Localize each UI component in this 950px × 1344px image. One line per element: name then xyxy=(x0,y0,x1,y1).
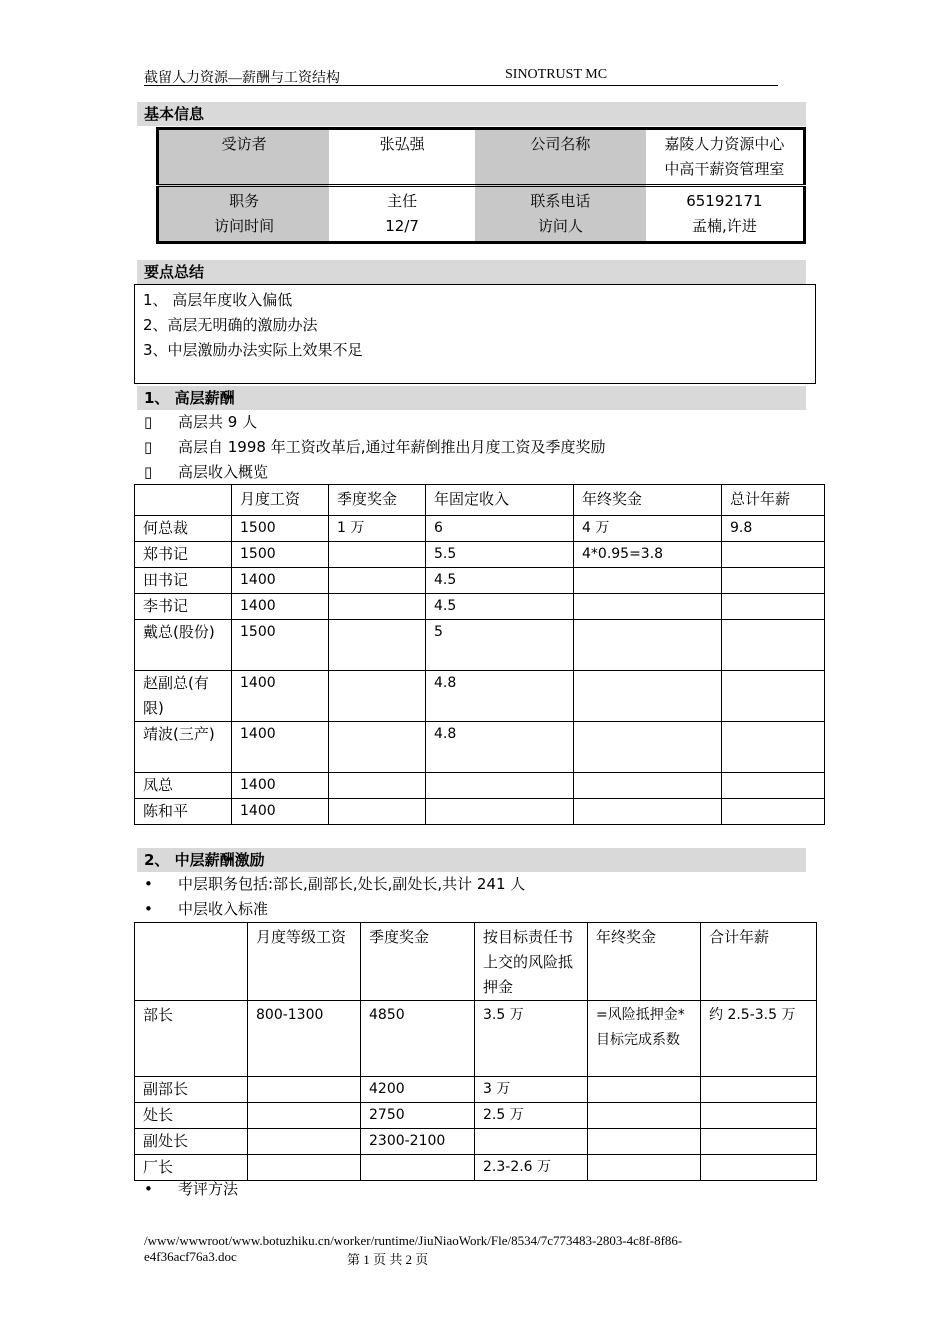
table-cell xyxy=(574,671,722,722)
phone-visitor-values xyxy=(646,186,805,243)
position-time-values xyxy=(329,186,475,243)
table-cell xyxy=(248,1155,361,1181)
table-cell xyxy=(588,1129,701,1155)
table-cell xyxy=(248,1129,361,1155)
table-cell xyxy=(426,799,574,825)
header-cell xyxy=(135,485,232,516)
table-cell: =风险抵押金*目标完成系数 xyxy=(588,1001,701,1077)
phone-value: 65192171 xyxy=(686,192,763,210)
table-cell xyxy=(722,620,825,671)
table-cell: 赵副总(有限) xyxy=(135,671,232,722)
table-cell xyxy=(722,799,825,825)
summary-item: 3、中层激励办法实际上效果不足 xyxy=(143,341,363,359)
table-cell: 1400 xyxy=(232,799,329,825)
table-cell xyxy=(475,1129,588,1155)
phone-visitor-labels xyxy=(475,186,646,243)
table-cell xyxy=(329,722,426,773)
header-cell: 月度工资 xyxy=(232,485,329,516)
header-cell: 总计年薪 xyxy=(722,485,825,516)
header-cell: 年终奖金 xyxy=(574,485,722,516)
table-cell: 1400 xyxy=(232,568,329,594)
table-cell: 2750 xyxy=(361,1103,475,1129)
table-cell xyxy=(574,799,722,825)
interviewee-value: 张弘强 xyxy=(329,129,475,186)
header-cell: 月度等级工资 xyxy=(248,923,361,1001)
time-label: 访问时间 xyxy=(214,217,275,235)
table-cell: 1400 xyxy=(232,671,329,722)
table-cell xyxy=(248,1077,361,1103)
table-cell: 厂长 xyxy=(135,1155,248,1181)
phone-label: 联系电话 xyxy=(530,192,591,210)
summary-heading: 要点总结 xyxy=(137,260,806,284)
document-header-company: SINOTRUST MC xyxy=(505,67,608,82)
table-cell: 1500 xyxy=(232,516,329,542)
table-cell: 4.8 xyxy=(426,722,574,773)
table-cell: 戴总(股份) xyxy=(135,620,232,671)
header-cell: 季度奖金 xyxy=(361,923,475,1001)
table-row xyxy=(135,516,825,542)
summary-box xyxy=(134,284,816,384)
table-cell: 凤总 xyxy=(135,773,232,799)
table-cell: 1500 xyxy=(232,542,329,568)
table-row xyxy=(135,1077,817,1103)
table-cell: 2300-2100 xyxy=(361,1129,475,1155)
table-cell: 4*0.95=3.8 xyxy=(574,542,722,568)
table-cell: 2.5 万 xyxy=(475,1103,588,1129)
summary-item: 2、高层无明确的激励办法 xyxy=(143,316,318,334)
position-label: 职务 xyxy=(229,192,260,210)
dot-bullet-icon: • xyxy=(144,875,153,893)
footer-file-path: /www/wwwroot/www.botuzhiku.cn/worker/runtime/JiuNiaoWork/Fle/8534/7c773483-2803-4c8f-8f86-e4f36acf76a3.doc xyxy=(144,1233,683,1264)
company-label: 公司名称 xyxy=(475,129,646,186)
table-cell: 5 xyxy=(426,620,574,671)
table-cell: 处长 xyxy=(135,1103,248,1129)
table-cell: 副部长 xyxy=(135,1077,248,1103)
table-cell: 1400 xyxy=(232,773,329,799)
table-row xyxy=(135,1129,817,1155)
table-cell: 3.5 万 xyxy=(475,1001,588,1077)
table-cell xyxy=(329,568,426,594)
table-cell xyxy=(722,542,825,568)
table-cell xyxy=(701,1077,817,1103)
table-cell xyxy=(329,542,426,568)
table-row xyxy=(135,620,825,671)
table-cell: 李书记 xyxy=(135,594,232,620)
section2-bullet: • 考评方法 xyxy=(144,1177,238,1202)
basic-info-heading: 基本信息 xyxy=(137,102,806,126)
header-cell: 按目标责任书上交的风险抵押金 xyxy=(475,923,588,1001)
table-cell xyxy=(722,671,825,722)
table-cell xyxy=(329,594,426,620)
table-cell xyxy=(248,1103,361,1129)
table-row xyxy=(135,722,825,773)
square-bullet-icon: ▯ xyxy=(144,463,153,481)
position-value: 主任 xyxy=(387,192,418,210)
table-cell: 何总裁 xyxy=(135,516,232,542)
visitor-label: 访问人 xyxy=(537,217,583,235)
interviewee-label: 受访者 xyxy=(158,129,330,186)
table-cell xyxy=(722,568,825,594)
company-line-1: 嘉陵人力资源中心 xyxy=(664,135,785,153)
table-row xyxy=(135,568,825,594)
table-cell: 郑书记 xyxy=(135,542,232,568)
square-bullet-icon: ▯ xyxy=(144,413,153,431)
section2-heading: 2、 中层薪酬激励 xyxy=(137,848,806,872)
table-row xyxy=(135,1103,817,1129)
position-time-labels xyxy=(158,186,330,243)
time-value: 12/7 xyxy=(385,217,419,235)
table-cell xyxy=(722,773,825,799)
table-cell xyxy=(361,1155,475,1181)
table-cell: 1500 xyxy=(232,620,329,671)
senior-pay-table xyxy=(134,484,825,825)
dot-bullet-icon: • xyxy=(144,900,153,918)
table-cell xyxy=(701,1103,817,1129)
section2-bullet: • 中层职务包括:部长,副部长,处长,副处长,共计 241 人 xyxy=(144,872,525,897)
table-cell xyxy=(574,722,722,773)
company-value xyxy=(646,129,805,186)
table-cell xyxy=(588,1077,701,1103)
table-cell: 4 万 xyxy=(574,516,722,542)
table-cell xyxy=(329,671,426,722)
header-cell xyxy=(135,923,248,1001)
table-row xyxy=(135,773,825,799)
table-cell: 陈和平 xyxy=(135,799,232,825)
table-cell: 约 2.5-3.5 万 xyxy=(701,1001,817,1077)
table-cell xyxy=(574,594,722,620)
table-row xyxy=(135,671,825,722)
table-cell xyxy=(722,722,825,773)
table-cell: 副处长 xyxy=(135,1129,248,1155)
table-cell: 田书记 xyxy=(135,568,232,594)
dot-bullet-icon: • xyxy=(144,1180,153,1198)
table-cell: 4.8 xyxy=(426,671,574,722)
header-cell: 季度奖金 xyxy=(329,485,426,516)
table-cell xyxy=(426,773,574,799)
table-cell: 1 万 xyxy=(329,516,426,542)
table-cell xyxy=(574,620,722,671)
basic-info-table xyxy=(156,127,806,244)
square-bullet-icon: ▯ xyxy=(144,438,153,456)
section1-heading: 1、 高层薪酬 xyxy=(137,386,806,410)
table-cell xyxy=(574,773,722,799)
table-cell: 4.5 xyxy=(426,594,574,620)
header-cell: 年固定收入 xyxy=(426,485,574,516)
table-cell xyxy=(722,594,825,620)
table-row xyxy=(135,1001,817,1077)
table-cell: 3 万 xyxy=(475,1077,588,1103)
footer-page-number: 第 1 页 共 2 页 xyxy=(347,1252,429,1267)
table-cell: 2.3-2.6 万 xyxy=(475,1155,588,1181)
table-cell xyxy=(329,773,426,799)
header-divider xyxy=(144,85,778,86)
table-row xyxy=(135,799,825,825)
header-cell: 合计年薪 xyxy=(701,923,817,1001)
table-row xyxy=(135,594,825,620)
table-cell: 9.8 xyxy=(722,516,825,542)
middle-pay-table xyxy=(134,922,817,1181)
header-cell: 年终奖金 xyxy=(588,923,701,1001)
table-cell xyxy=(588,1155,701,1181)
table-cell: 4200 xyxy=(361,1077,475,1103)
company-line-2: 中高干薪资管理室 xyxy=(664,160,785,178)
table-cell: 1400 xyxy=(232,722,329,773)
table-cell xyxy=(588,1103,701,1129)
table-row xyxy=(135,542,825,568)
section1-bullet: ▯ 高层共 9 人 xyxy=(144,410,257,435)
table-cell xyxy=(701,1129,817,1155)
table-cell: 靖波(三产) xyxy=(135,722,232,773)
table-cell xyxy=(701,1155,817,1181)
table-cell: 1400 xyxy=(232,594,329,620)
summary-item: 1、 高层年度收入偏低 xyxy=(143,291,293,309)
table-cell: 部长 xyxy=(135,1001,248,1077)
table-cell: 4850 xyxy=(361,1001,475,1077)
section2-bullet: • 中层收入标准 xyxy=(144,897,268,922)
table-cell: 6 xyxy=(426,516,574,542)
table-cell xyxy=(329,799,426,825)
section1-bullet: ▯ 高层收入概览 xyxy=(144,460,268,485)
table-cell: 5.5 xyxy=(426,542,574,568)
table-cell xyxy=(329,620,426,671)
table-cell xyxy=(574,568,722,594)
table-cell: 4.5 xyxy=(426,568,574,594)
visitor-value: 孟楠,许进 xyxy=(691,217,757,235)
section1-bullet: ▯ 高层自 1998 年工资改革后,通过年薪倒推出月度工资及季度奖励 xyxy=(144,435,605,460)
table-cell: 800-1300 xyxy=(248,1001,361,1077)
document-header-title: 截留人力资源—薪酬与工资结构 xyxy=(144,71,340,86)
